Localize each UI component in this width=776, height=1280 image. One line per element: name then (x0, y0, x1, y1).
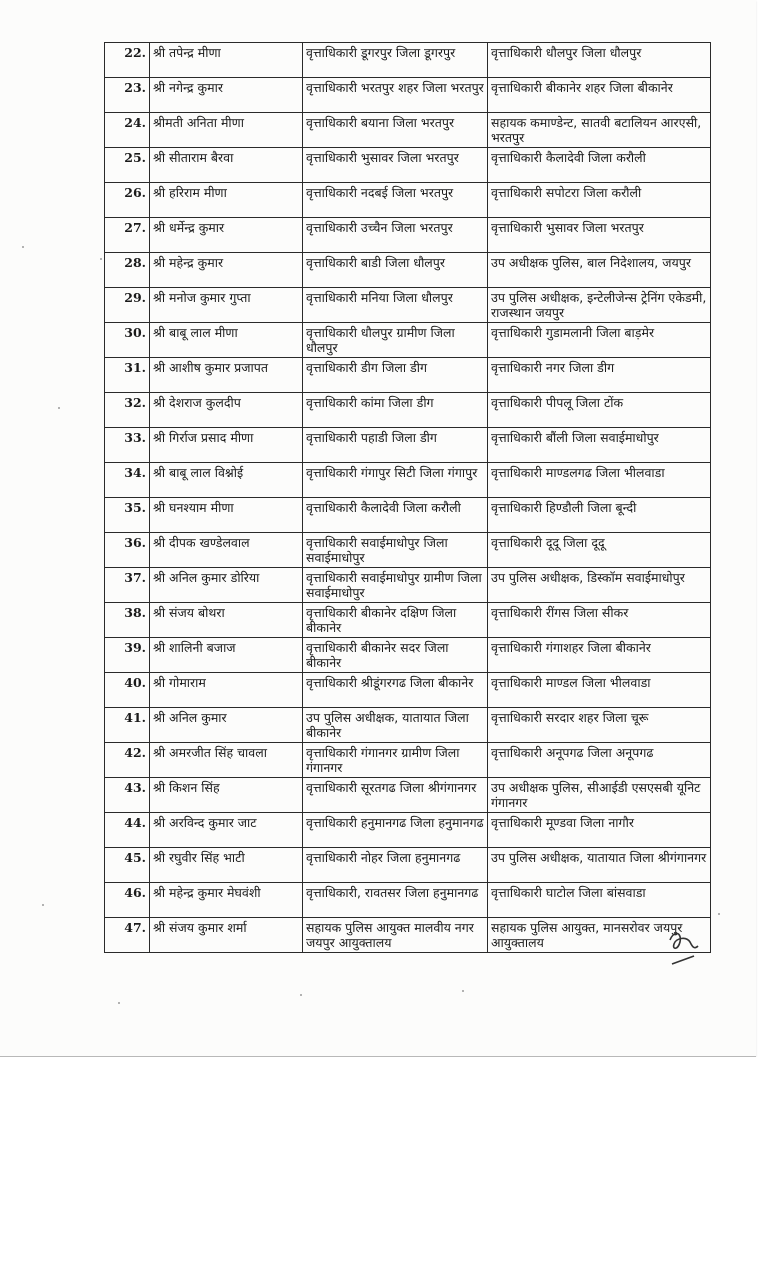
current-posting-cell: वृत्ताधिकारी धौलपुर ग्रामीण जिला धौलपुर (303, 323, 488, 358)
current-posting-cell: वृत्ताधिकारी नदबई जिला भरतपुर (303, 183, 488, 218)
table-row (105, 78, 711, 113)
new-posting-cell: वृत्ताधिकारी गंगाशहर जिला बीकानेर (488, 638, 711, 673)
officer-name-cell: श्री बाबू लाल विश्नोई (150, 463, 303, 498)
serial-number-cell: 28. (105, 253, 150, 288)
table-body (105, 43, 711, 953)
serial-number-cell: 39. (105, 638, 150, 673)
officer-name-cell: श्री महेन्द्र कुमार (150, 253, 303, 288)
table-row (105, 43, 711, 78)
scan-speck (300, 994, 302, 996)
new-posting-cell: वृत्ताधिकारी पीपलू जिला टोंक (488, 393, 711, 428)
officer-name-cell: श्री धर्मेन्द्र कुमार (150, 218, 303, 253)
current-posting-cell: वृत्ताधिकारी बीकानेर दक्षिण जिला बीकानेर (303, 603, 488, 638)
current-posting-cell: वृत्ताधिकारी कैलादेवी जिला करौली (303, 498, 488, 533)
serial-number-cell: 24. (105, 113, 150, 148)
table-row (105, 253, 711, 288)
table-row (105, 148, 711, 183)
officer-name-cell: श्री अनिल कुमार डोरिया (150, 568, 303, 603)
officer-name-cell: श्री आशीष कुमार प्रजापत (150, 358, 303, 393)
current-posting-cell: वृत्ताधिकारी गंगानगर ग्रामीण जिला गंगानगर (303, 743, 488, 778)
serial-number-cell: 31. (105, 358, 150, 393)
table-row (105, 463, 711, 498)
officer-name-cell: श्री देशराज कुलदीप (150, 393, 303, 428)
serial-number-cell: 40. (105, 673, 150, 708)
table-row (105, 218, 711, 253)
new-posting-cell: वृत्ताधिकारी सपोटरा जिला करौली (488, 183, 711, 218)
officer-name-cell: श्री सीताराम बैरवा (150, 148, 303, 183)
table-row (105, 358, 711, 393)
new-posting-cell: उप अधीक्षक पुलिस, सीआईडी एसएसबी यूनिट गंगानगर (488, 778, 711, 813)
new-posting-cell: वृत्ताधिकारी घाटोल जिला बांसवाडा (488, 883, 711, 918)
new-posting-cell: वृत्ताधिकारी माण्डल जिला भीलवाडा (488, 673, 711, 708)
table-row (105, 183, 711, 218)
new-posting-cell: वृत्ताधिकारी रींगस जिला सीकर (488, 603, 711, 638)
officer-name-cell: श्री घनश्याम मीणा (150, 498, 303, 533)
serial-number-cell: 44. (105, 813, 150, 848)
signature-mark (664, 920, 704, 970)
new-posting-cell: वृत्ताधिकारी अनूपगढ जिला अनूपगढ (488, 743, 711, 778)
new-posting-cell: वृत्ताधिकारी गुडामलानी जिला बाड़मेर (488, 323, 711, 358)
table-row (105, 288, 711, 323)
serial-number-cell: 47. (105, 918, 150, 953)
current-posting-cell: वृत्ताधिकारी सवाईमाधोपुर जिला सवाईमाधोपुर (303, 533, 488, 568)
table-row (105, 638, 711, 673)
scan-speck (100, 258, 102, 260)
serial-number-cell: 43. (105, 778, 150, 813)
current-posting-cell: वृत्ताधिकारी डूगरपुर जिला डूगरपुर (303, 43, 488, 78)
table-row (105, 883, 711, 918)
scan-speck (22, 246, 24, 248)
serial-number-cell: 38. (105, 603, 150, 638)
current-posting-cell: सहायक पुलिस आयुक्त मालवीय नगर जयपुर आयुक्तालय (303, 918, 488, 953)
table-row (105, 918, 711, 953)
officer-name-cell: श्री मनोज कुमार गुप्ता (150, 288, 303, 323)
new-posting-cell: सहायक कमाण्डेन्ट, सातवी बटालियन आरएसी, भरतपुर (488, 113, 711, 148)
new-posting-cell: उप पुलिस अधीक्षक, डिस्कॉम सवाईमाधोपुर (488, 568, 711, 603)
table-row (105, 113, 711, 148)
officer-name-cell: श्री हरिराम मीणा (150, 183, 303, 218)
serial-number-cell: 30. (105, 323, 150, 358)
serial-number-cell: 22. (105, 43, 150, 78)
current-posting-cell: वृत्ताधिकारी भरतपुर शहर जिला भरतपुर (303, 78, 488, 113)
serial-number-cell: 45. (105, 848, 150, 883)
officer-name-cell: श्री संजय कुमार शर्मा (150, 918, 303, 953)
new-posting-cell: वृत्ताधिकारी धौलपुर जिला धौलपुर (488, 43, 711, 78)
current-posting-cell: वृत्ताधिकारी गंगापुर सिटी जिला गंगापुर (303, 463, 488, 498)
officer-name-cell: श्री अनिल कुमार (150, 708, 303, 743)
new-posting-cell: वृत्ताधिकारी बीकानेर शहर जिला बीकानेर (488, 78, 711, 113)
table-row (105, 393, 711, 428)
new-posting-cell: वृत्ताधिकारी कैलादेवी जिला करौली (488, 148, 711, 183)
serial-number-cell: 27. (105, 218, 150, 253)
serial-number-cell: 25. (105, 148, 150, 183)
scan-speck (42, 904, 44, 906)
serial-number-cell: 35. (105, 498, 150, 533)
serial-number-cell: 42. (105, 743, 150, 778)
table-row (105, 778, 711, 813)
new-posting-cell: वृत्ताधिकारी नगर जिला डीग (488, 358, 711, 393)
background-area (0, 1057, 776, 1280)
table-row (105, 323, 711, 358)
current-posting-cell: वृत्ताधिकारी सवाईमाधोपुर ग्रामीण जिला सवाईमाधोपुर (303, 568, 488, 603)
current-posting-cell: वृत्ताधिकारी, रावतसर जिला हनुमानगढ (303, 883, 488, 918)
officer-name-cell: श्रीमती अनिता मीणा (150, 113, 303, 148)
officer-name-cell: श्री बाबू लाल मीणा (150, 323, 303, 358)
serial-number-cell: 41. (105, 708, 150, 743)
table-row (105, 813, 711, 848)
serial-number-cell: 33. (105, 428, 150, 463)
serial-number-cell: 26. (105, 183, 150, 218)
scan-speck (58, 407, 60, 409)
table-row (105, 428, 711, 463)
current-posting-cell: वृत्ताधिकारी डीग जिला डीग (303, 358, 488, 393)
new-posting-cell: वृत्ताधिकारी भुसावर जिला भरतपुर (488, 218, 711, 253)
table-row (105, 708, 711, 743)
table-row (105, 673, 711, 708)
officer-name-cell: श्री तपेन्द्र मीणा (150, 43, 303, 78)
officer-name-cell: श्री अरविन्द कुमार जाट (150, 813, 303, 848)
table-row (105, 498, 711, 533)
serial-number-cell: 46. (105, 883, 150, 918)
officer-name-cell: श्री नगेन्द्र कुमार (150, 78, 303, 113)
table-row (105, 743, 711, 778)
officer-name-cell: श्री शालिनी बजाज (150, 638, 303, 673)
new-posting-cell: उप पुलिस अधीक्षक, यातायात जिला श्रीगंगानगर (488, 848, 711, 883)
current-posting-cell: वृत्ताधिकारी हनुमानगढ जिला हनुमानगढ (303, 813, 488, 848)
current-posting-cell: वृत्ताधिकारी पहाडी जिला डीग (303, 428, 488, 463)
current-posting-cell: वृत्ताधिकारी उच्चैन जिला भरतपुर (303, 218, 488, 253)
officer-name-cell: श्री महेन्द्र कुमार मेघवंशी (150, 883, 303, 918)
transfer-table (104, 42, 711, 953)
table-row (105, 603, 711, 638)
officer-name-cell: श्री किशन सिंह (150, 778, 303, 813)
new-posting-cell: वृत्ताधिकारी हिण्डौली जिला बून्दी (488, 498, 711, 533)
current-posting-cell: वृत्ताधिकारी बाडी जिला धौलपुर (303, 253, 488, 288)
officer-name-cell: श्री दीपक खण्डेलवाल (150, 533, 303, 568)
serial-number-cell: 23. (105, 78, 150, 113)
current-posting-cell: वृत्ताधिकारी सूरतगढ जिला श्रीगंगानगर (303, 778, 488, 813)
officer-name-cell: श्री गिर्राज प्रसाद मीणा (150, 428, 303, 463)
current-posting-cell: वृत्ताधिकारी कांमा जिला डीग (303, 393, 488, 428)
current-posting-cell: वृत्ताधिकारी श्रीडूंगरगढ जिला बीकानेर (303, 673, 488, 708)
current-posting-cell: वृत्ताधिकारी बीकानेर सदर जिला बीकानेर (303, 638, 488, 673)
current-posting-cell: वृत्ताधिकारी मनिया जिला धौलपुर (303, 288, 488, 323)
current-posting-cell: वृत्ताधिकारी भुसावर जिला भरतपुर (303, 148, 488, 183)
new-posting-cell: वृत्ताधिकारी सरदार शहर जिला चूरू (488, 708, 711, 743)
new-posting-cell: वृत्ताधिकारी बौंली जिला सवाईमाधोपुर (488, 428, 711, 463)
new-posting-cell: वृत्ताधिकारी मूण्डवा जिला नागौर (488, 813, 711, 848)
serial-number-cell: 32. (105, 393, 150, 428)
officer-name-cell: श्री रघुवीर सिंह भाटी (150, 848, 303, 883)
officer-name-cell: श्री संजय बोथरा (150, 603, 303, 638)
serial-number-cell: 36. (105, 533, 150, 568)
scan-speck (118, 1002, 120, 1004)
current-posting-cell: वृत्ताधिकारी बयाना जिला भरतपुर (303, 113, 488, 148)
table-row (105, 848, 711, 883)
serial-number-cell: 37. (105, 568, 150, 603)
new-posting-cell: वृत्ताधिकारी माण्डलगढ जिला भीलवाडा (488, 463, 711, 498)
current-posting-cell: वृत्ताधिकारी नोहर जिला हनुमानगढ (303, 848, 488, 883)
new-posting-cell: सहायक पुलिस आयुक्त, मानसरोवर जयपुर आयुक्तालय (488, 918, 711, 953)
serial-number-cell: 34. (105, 463, 150, 498)
scan-speck (718, 913, 720, 915)
officer-name-cell: श्री गोमाराम (150, 673, 303, 708)
table-row (105, 568, 711, 603)
new-posting-cell: वृत्ताधिकारी दूदू जिला दूदू (488, 533, 711, 568)
table-row (105, 533, 711, 568)
serial-number-cell: 29. (105, 288, 150, 323)
officer-name-cell: श्री अमरजीत सिंह चावला (150, 743, 303, 778)
new-posting-cell: उप पुलिस अधीक्षक, इन्टेलीजेन्स ट्रेनिंग एकेडमी, राजस्थान जयपुर (488, 288, 711, 323)
new-posting-cell: उप अधीक्षक पुलिस, बाल निदेशालय, जयपुर (488, 253, 711, 288)
scan-speck (462, 990, 464, 992)
current-posting-cell: उप पुलिस अधीक्षक, यातायात जिला बीकानेर (303, 708, 488, 743)
